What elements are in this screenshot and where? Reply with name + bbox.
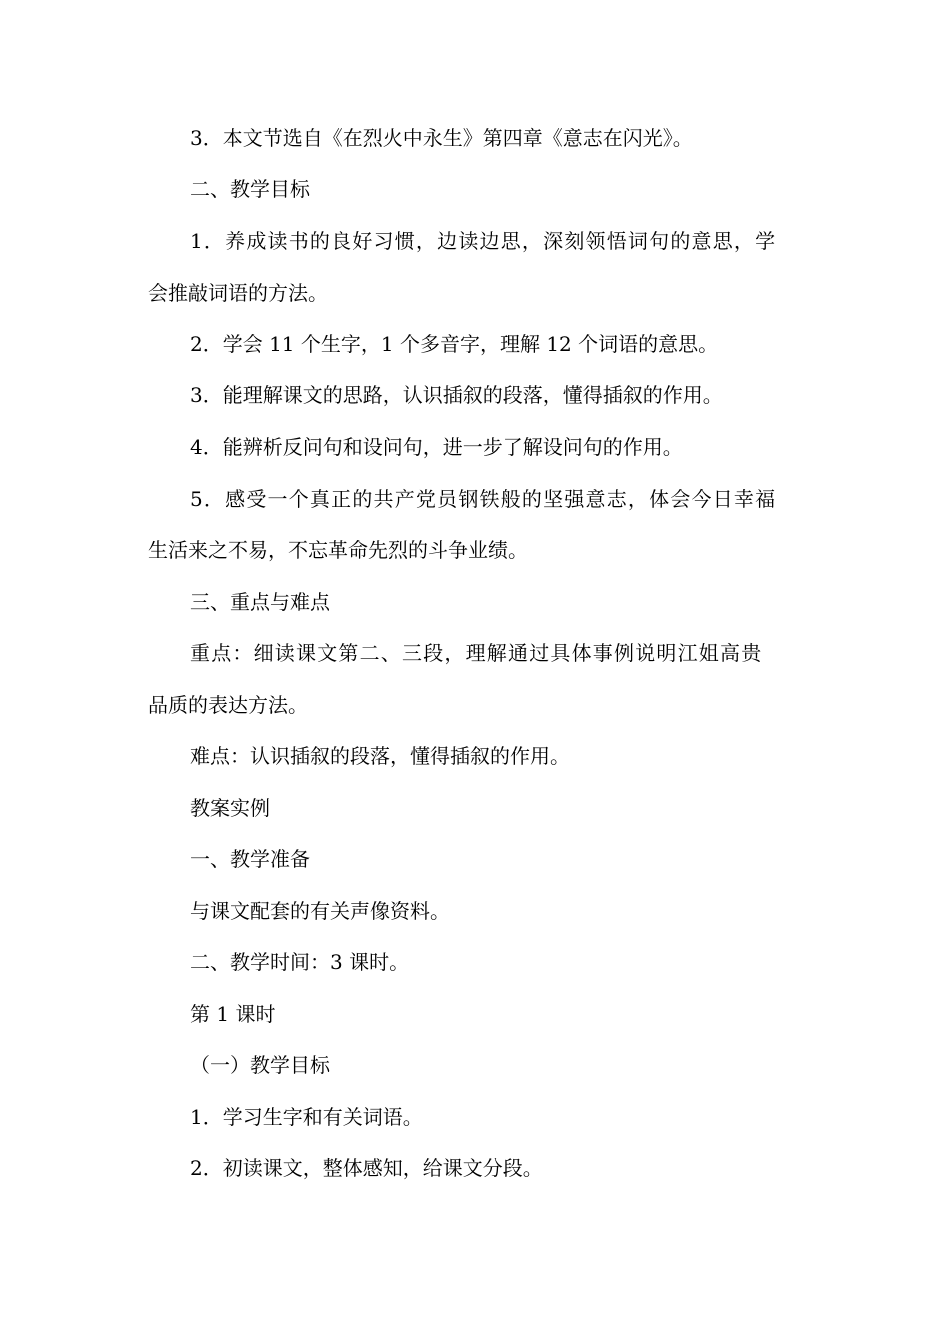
lesson-1-heading: 第 1 课时 [190, 1002, 276, 1026]
preparation-text: 与课文配套的有关声像资料。 [190, 899, 450, 923]
lesson-1-goals-heading: （一）教学目标 [190, 1053, 330, 1077]
lesson-1-goal-1: 1．学习生字和有关词语。 [190, 1105, 423, 1129]
heading-teaching-goals: 二、教学目标 [190, 177, 310, 201]
doc-line-source: 3．本文节选自《在烈火中永生》第四章《意志在闪光》。 [190, 126, 693, 150]
lesson-1-goal-2: 2．初读课文，整体感知，给课文分段。 [190, 1156, 543, 1180]
difficulty-point: 难点：认识插叙的段落，懂得插叙的作用。 [190, 744, 570, 768]
goal-5-line-1: 5．感受一个真正的共产党员钢铁般的坚强意志，体会今日幸福 [190, 487, 777, 511]
key-point-line-1: 重点：细读课文第二、三段，理解通过具体事例说明江姐高贵 [190, 641, 763, 665]
heading-preparation: 一、教学准备 [190, 847, 310, 871]
teaching-time: 二、教学时间：3 课时。 [190, 950, 410, 974]
goal-1-line-1: 1．养成读书的良好习惯，边读边思，深刻领悟词句的意思，学 [190, 229, 777, 253]
goal-5-line-2: 生活来之不易，不忘革命先烈的斗争业绩。 [148, 538, 528, 562]
key-point-line-2: 品质的表达方法。 [148, 693, 308, 717]
goal-3: 3．能理解课文的思路，认识插叙的段落，懂得插叙的作用。 [190, 383, 723, 407]
heading-key-points: 三、重点与难点 [190, 590, 330, 614]
goal-2: 2．学会 11 个生字，1 个多音字，理解 12 个词语的意思。 [190, 332, 719, 356]
heading-lesson-example: 教案实例 [190, 796, 270, 820]
goal-1-line-2: 会推敲词语的方法。 [148, 281, 328, 305]
goal-4: 4．能辨析反问句和设问句，进一步了解设问句的作用。 [190, 435, 683, 459]
